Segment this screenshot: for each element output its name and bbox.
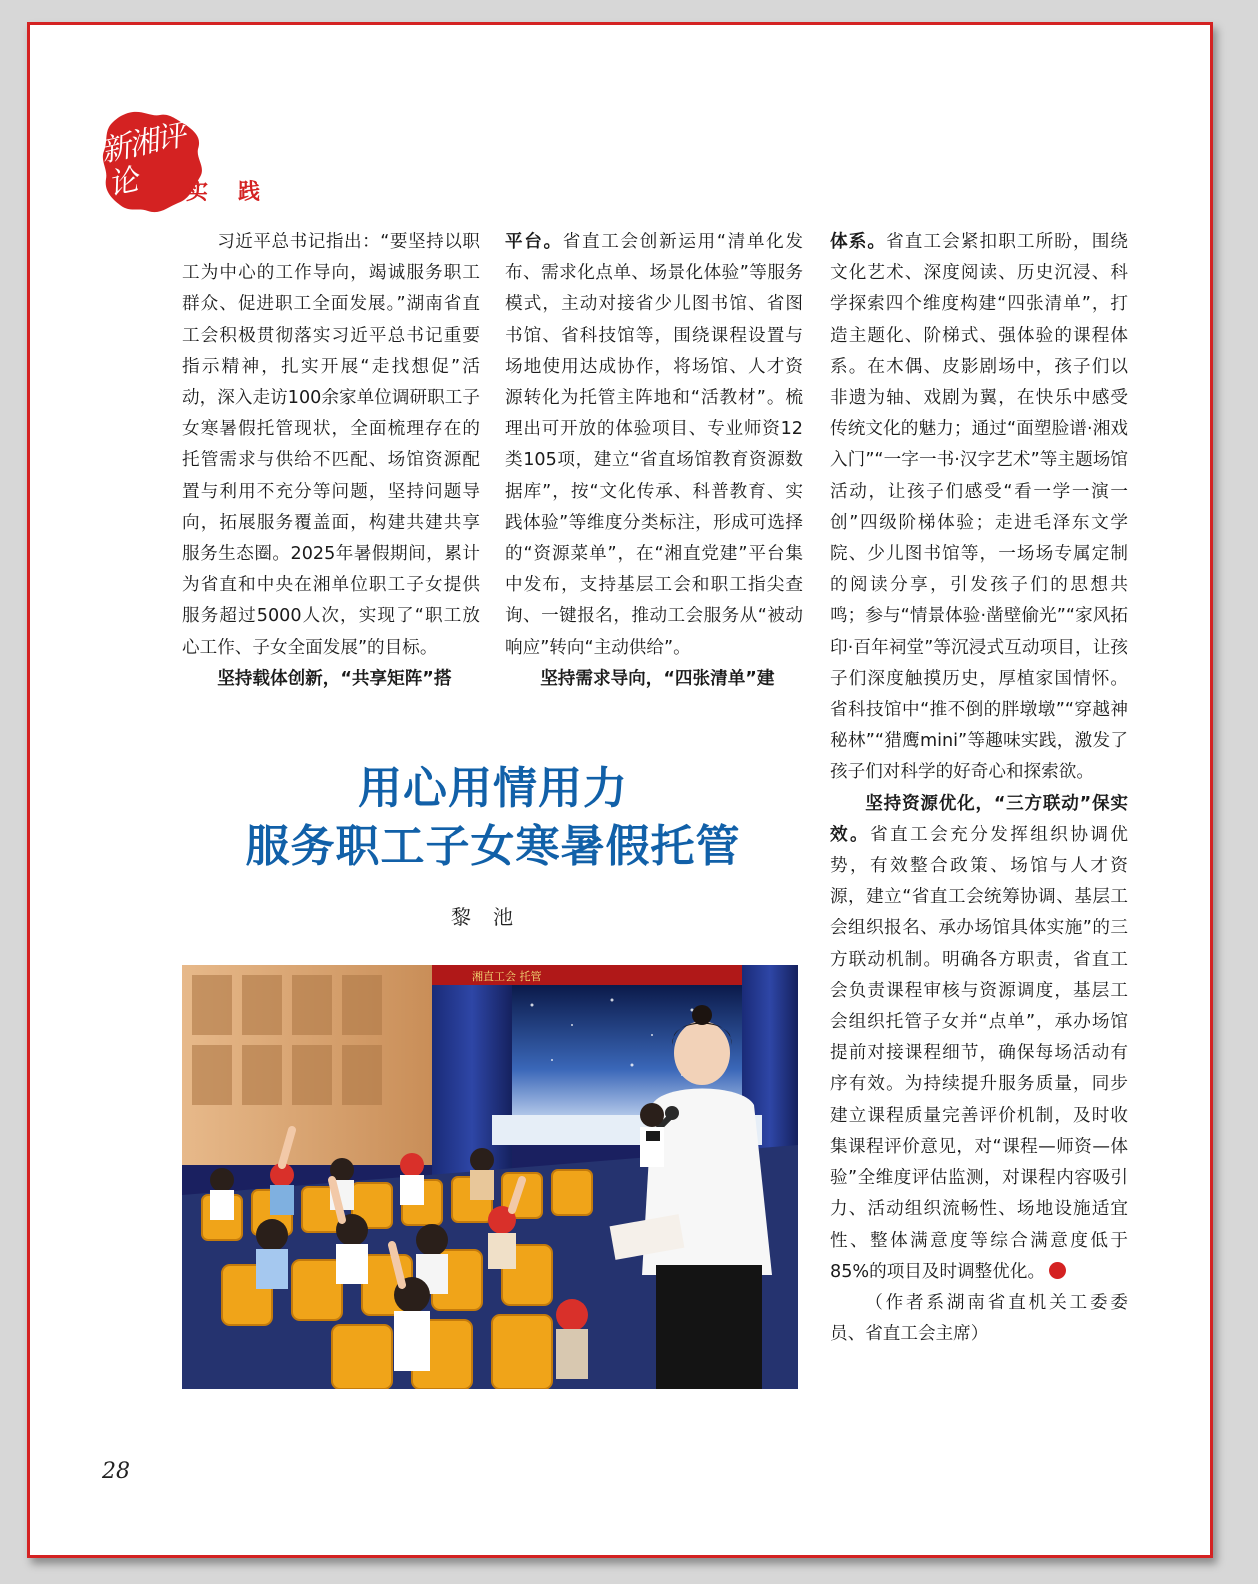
paragraph-text: 省直工会创新运用“清单化发布、需求化点单、场景化体验”等服务模式，主动对接省少儿图书馆、省图书馆、省科技馆等，围绕课程设置与场地使用达成协作，将场馆、人才资源转化为托管主阵地和“活教材”。梳理出可开放的体验项目、专业师资12类105项，建立“省直场馆教育资源数据库”，按“文化传承、科普教育、实践体验”等维度分类标注，形成可选择的“资源菜单”，在“湘直党建”平台集中发布，支持基层工会和职工指尖查询、一键报名，推动工会服务从“被动响应”转向“主动供给”。 (505, 232, 803, 658)
author-name: 黎池 (451, 905, 535, 929)
paragraph (830, 789, 1128, 1288)
article-title (180, 760, 806, 876)
paragraph-heading (182, 664, 480, 695)
page-number: 28 (102, 1459, 130, 1484)
paragraph-text: 省直工会紧扣职工所盼，围绕文化艺术、深度阅读、历史沉浸、科学探索四个维度构建“四张清单”，打造主题化、阶梯式、强体验的课程体系。在木偶、皮影剧场中，孩子们以非遗为轴、戏剧为翼，在快乐中感受传统文化的魅力；通过“面塑脸谱·湘戏入门”“一字一书·汉字艺术”等主题场馆活动，让孩子们感受“看一学一演一创”四级阶梯体验；走进毛泽东文学院、少儿图书馆等，一场场专属定制的阅读分享，引发孩子们的思想共鸣；参与“情景体验·凿壁偷光”“家风拓印·百年祠堂”等沉浸式互动项目，让孩子们深度触摸历史，厚植家国情怀。省科技馆中“推不倒的胖墩墩”“穿越神秘林”“猎鹰mini”等趣味实践，激发了孩子们对科学的好奇心和探索欲。 (830, 232, 1128, 783)
theater-photo-illustration (182, 965, 798, 1389)
bold-lead: 体系。 (830, 232, 887, 252)
photo-banner-text: 湘直工会 托管 (472, 970, 542, 983)
article-photo (182, 965, 798, 1389)
paragraph: 习近平总书记指出：“要坚持以职工为中心的工作导向，竭诚服务职工群众、促进职工全面发展。”湖南省直工会积极贯彻落实习近平总书记重要指示精神，扎实开展“走找想促”活动，深入走访100余家单位调研职工子女寒暑假托管现状，全面梳理存在的托管需求与供给不匹配、场馆资源配置与利用不充分等问题，坚持问题导向，拓展服务覆盖面，构建共建共享服务生态圈。2025年暑假期间，累计为省直和中央在湘单位职工子女提供服务超过5000人次，实现了“职工放心工作、子女全面发展”的目标。 (182, 232, 480, 658)
paragraph-heading (505, 664, 803, 695)
logo-text: 新湘评论 (97, 117, 188, 203)
author-note: （作者系湖南省直机关工委委员、省直工会主席） (830, 1292, 1128, 1345)
paragraph (830, 227, 1128, 789)
end-mark-icon (1049, 1262, 1066, 1279)
title-line-1: 用心用情用力 (358, 763, 628, 814)
bold-lead: 坚持需求导向，“四张清单”建 (540, 668, 775, 689)
column-1 (182, 227, 480, 695)
paragraph (505, 227, 803, 664)
section-label: 实践 (186, 180, 291, 205)
bold-lead: 平台。 (505, 232, 563, 252)
paragraph-text: 省直工会充分发挥组织协调优势，有效整合政策、场馆与人才资源，建立“省直工会统筹协调、基层工会组织报名、承办场馆具体实施”的三方联动机制。明确各方职责，省直工会负责课程审核与资源调度，基层工会组织托管子女并“点单”，承办场馆提前对接课程细节，确保每场活动有序有效。为持续提升服务质量，同步建立课程质量完善评价机制，及时收集课程评价意见，对“课程—师资—体验”全维度评估监测，对课程内容吸引力、活动组织流畅性、场地设施适宜性、整体满意度等综合满意度低于85%的项目及时调整优化。 (830, 824, 1128, 1282)
bold-lead: 坚持载体创新，“共享矩阵”搭 (217, 668, 452, 689)
column-3 (830, 227, 1128, 1350)
magazine-page (27, 22, 1213, 1558)
bold-lead: 坚持资源优化，“三方联动”保实效。 (830, 793, 1128, 845)
column-2 (505, 227, 803, 695)
title-line-2: 服务职工子女寒暑假托管 (245, 821, 741, 872)
